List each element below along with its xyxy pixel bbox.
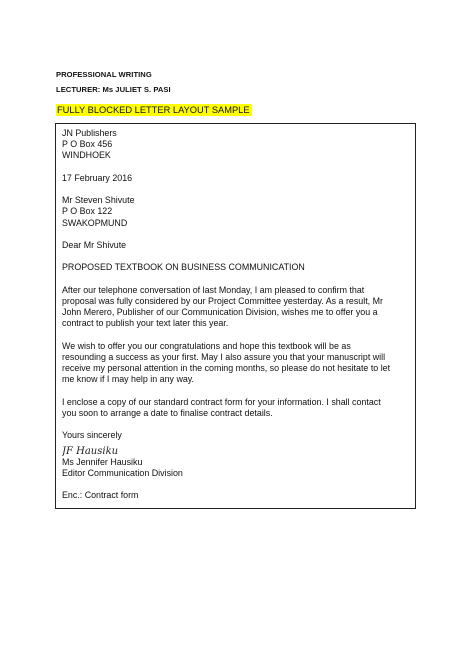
enclosure-note: Enc.: Contract form <box>62 490 139 501</box>
paragraph-line: We wish to offer you our congratulations and hope this textbook will be as <box>62 340 351 351</box>
signatory-title: Editor Communication Division <box>62 467 183 478</box>
signatory-name: Ms Jennifer Hausiku <box>62 456 143 467</box>
letter-frame <box>55 123 416 509</box>
sender-line: P O Box 456 <box>62 139 113 150</box>
paragraph-line: resounding a success as your first. May I also assure you that your manuscript will <box>62 351 386 362</box>
recipient-line: P O Box 122 <box>62 206 113 217</box>
svg-text:JF Hausiku: JF Hausiku <box>62 445 119 457</box>
paragraph-line: I enclose a copy of our standard contract form for your information. I shall contact <box>62 396 381 407</box>
recipient-line: Mr Steven Shivute <box>62 195 135 206</box>
subject-line: PROPOSED TEXTBOOK ON BUSINESS COMMUNICATION <box>62 262 305 273</box>
paragraph-line: you soon to arrange a date to finalise contract details. <box>62 407 273 418</box>
paragraph-line: receive my personal attention in the coming months, so please do not hesitate to let <box>62 363 391 374</box>
body-paragraph-1 <box>62 285 412 330</box>
letter-date: 17 February 2016 <box>62 172 133 183</box>
sender-address <box>62 128 412 162</box>
handwritten-signature-icon <box>62 443 122 458</box>
sender-line: JN Publishers <box>62 128 117 138</box>
paragraph-line: proposal was fully considered by our Project Committee yesterday. As a result, Mr <box>62 295 383 306</box>
lecturer-line: LECTURER: Ms JULIET S. PASI <box>56 85 171 94</box>
paragraph-line: me know if I may help in any way. <box>62 374 195 385</box>
letter-body <box>62 128 412 501</box>
body-paragraph-3 <box>62 397 412 419</box>
recipient-address <box>62 195 412 229</box>
course-title: PROFESSIONAL WRITING <box>56 70 152 79</box>
sender-line: WINDHOEK <box>62 150 111 161</box>
paragraph-line: John Merero, Publisher of our Communication Division, wishes me to offer you a <box>62 307 378 318</box>
salutation: Dear Mr Shivute <box>62 239 127 250</box>
recipient-line: SWAKOPMUND <box>62 217 128 228</box>
signature <box>62 442 412 457</box>
paragraph-line: After our telephone conversation of last Monday, I am pleased to confirm that <box>62 284 365 295</box>
body-paragraph-2 <box>62 341 412 386</box>
complimentary-close: Yours sincerely <box>62 430 122 441</box>
paragraph-line: contract to publish your text later this year. <box>62 318 229 329</box>
sample-title-highlighted: FULLY BLOCKED LETTER LAYOUT SAMPLE <box>57 105 250 115</box>
